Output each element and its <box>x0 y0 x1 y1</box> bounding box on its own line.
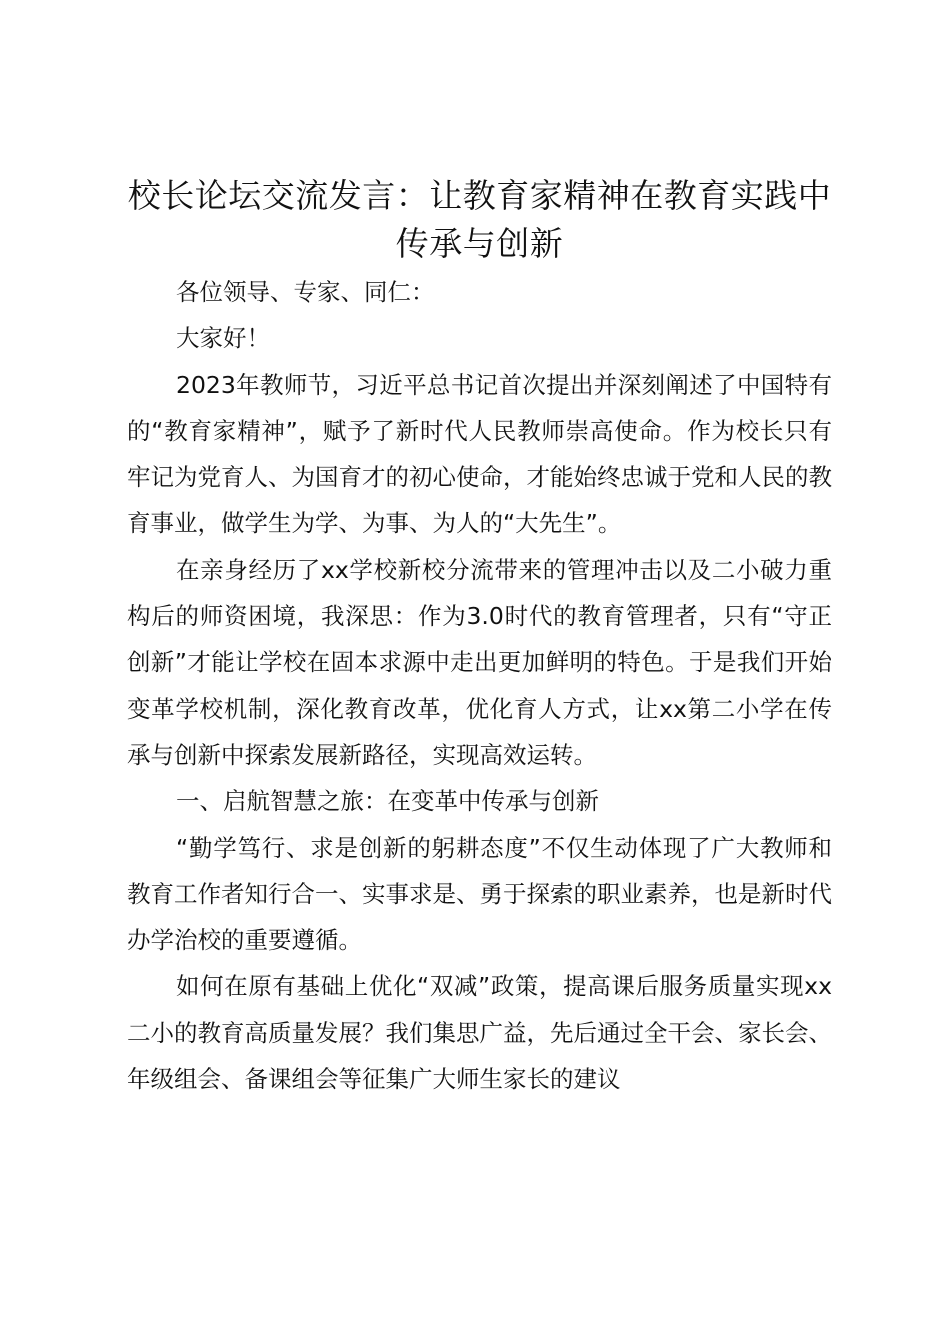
document-page <box>127 172 832 1102</box>
body-paragraph: 在亲身经历了xx学校新校分流带来的管理冲击以及二小破力重构后的师资困境，我深思：作为3.0时代的教育管理者，只有“守正创新”才能让学校在固本求源中走出更加鲜明的特色。于是我们开始变革学校机制，深化教育改革，优化育人方式，让xx第二小学在传承与创新中探索发展新路径，实现高效运转。 <box>127 555 832 769</box>
document-title: 校长论坛交流发言：让教育家精神在教育实践中传承与创新 <box>127 176 832 263</box>
body-paragraph: 2023年教师节，习近平总书记首次提出并深刻阐述了中国特有的“教育家精神”，赋予了新时代人民教师崇高使命。作为校长只有牢记为党育人、为国育才的初心使命，才能始终忠诚于党和人民的教育事业，做学生为学、为事、为人的“大先生”。 <box>127 370 832 538</box>
section-heading: 一、启航智慧之旅：在变革中传承与创新 <box>176 787 599 816</box>
body-paragraph: “勤学笃行、求是创新的躬耕态度”不仅生动体现了广大教师和教育工作者知行合一、实事求是、勇于探索的职业素养，也是新时代办学治校的重要遵循。 <box>127 833 832 955</box>
body-paragraph: 如何在原有基础上优化“双减”政策，提高课后服务质量实现xx二小的教育高质量发展？我们集思广益，先后通过全干会、家长会、年级组会、备课组会等征集广大师生家长的建议 <box>127 972 832 1094</box>
salutation: 各位领导、专家、同仁： <box>176 278 435 306</box>
greeting: 大家好！ <box>176 324 270 353</box>
